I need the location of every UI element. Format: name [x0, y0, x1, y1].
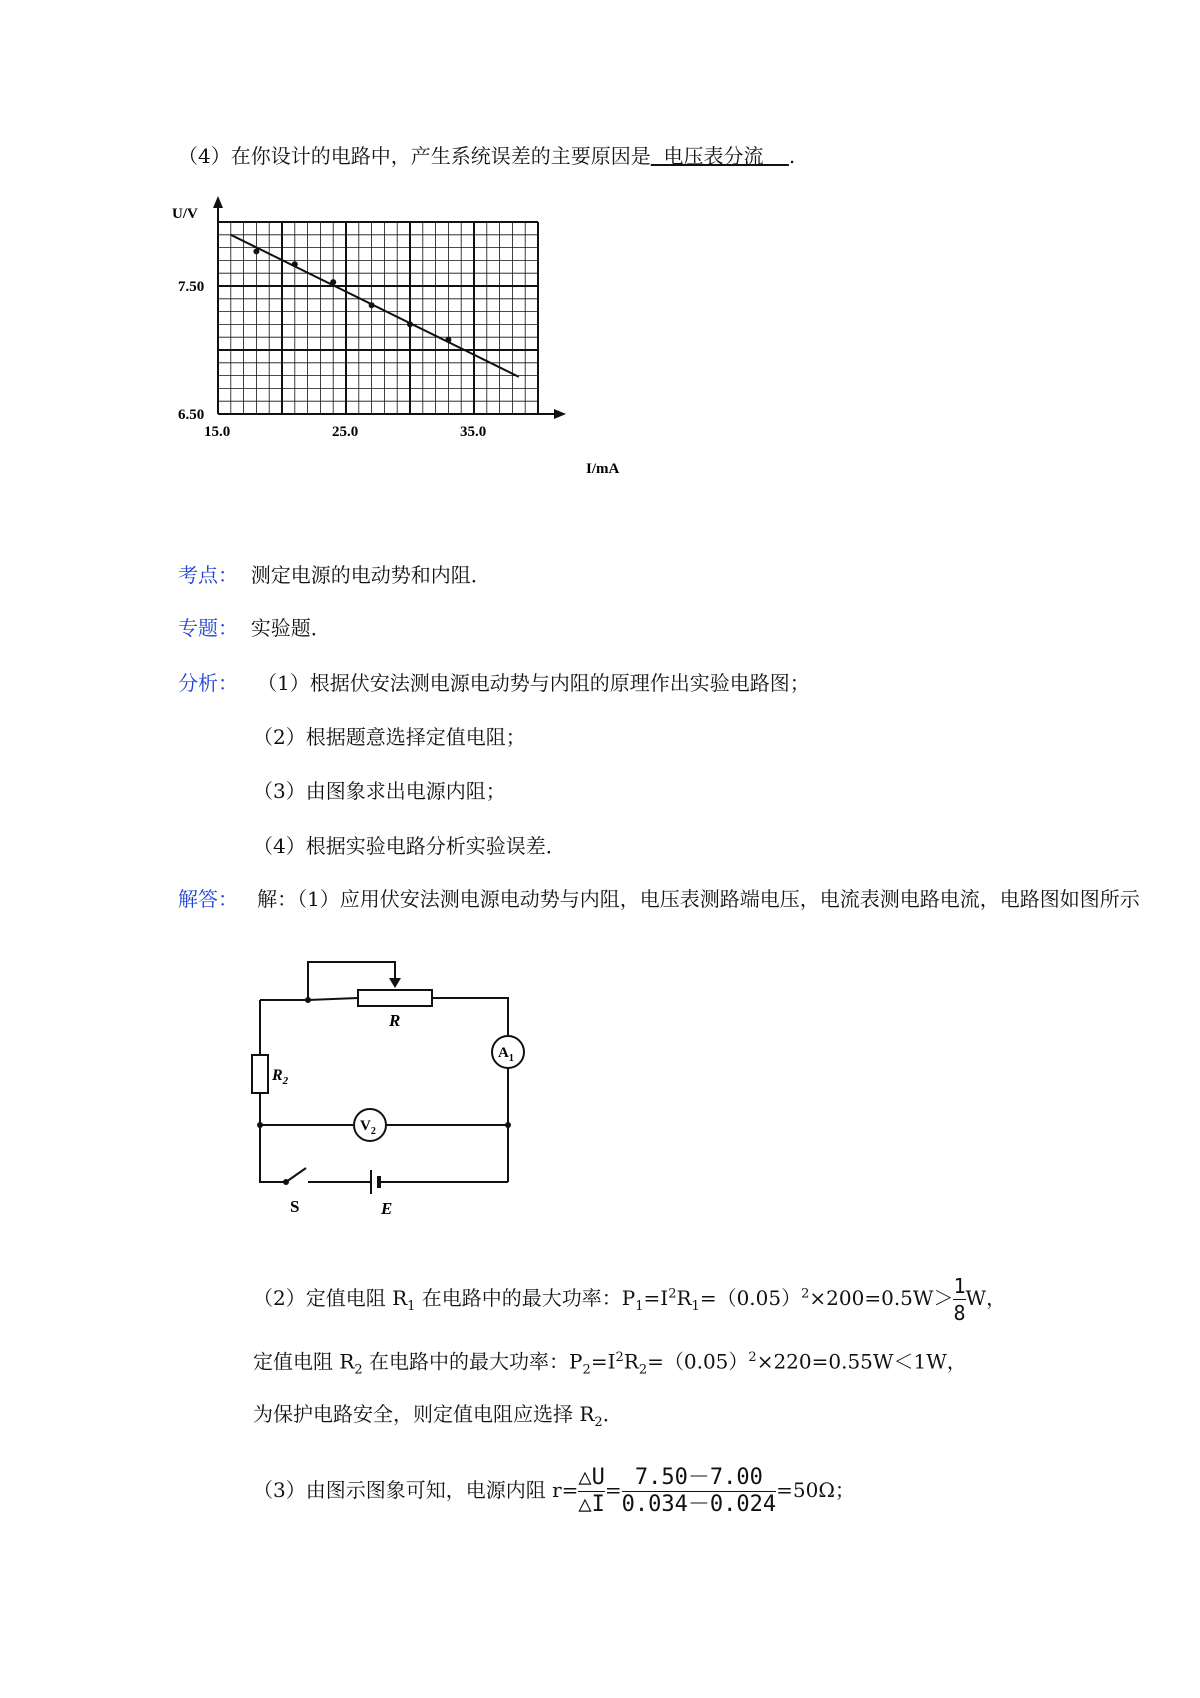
q4-end: . — [788, 144, 796, 168]
x-tick-label: 15.0 — [204, 424, 231, 440]
fraction-delta: $\frac{\triangle U}{\triangle I}$ — [578, 1465, 605, 1517]
data-point — [253, 248, 259, 254]
solution-p1: （2）定值电阻 $R_1$ 在电路中的最大功率：$P_1=I^2R_1=(0.05)^2\times 200=0.5W>$ $\frac{1}{8}$ W， — [253, 1274, 1007, 1325]
label-r2: $R_2$ — [272, 1067, 289, 1087]
solution-p4: （3）由图示图象可知，电源内阻 r= $\frac{\triangle U}{\triangle I}$ = $\frac{7.50-7.00}{0.034-0.024}$ =50Ω； — [253, 1465, 855, 1517]
graph-ticks — [178, 279, 486, 440]
y-tick-label: 6.50 — [178, 407, 205, 423]
data-point — [407, 321, 413, 327]
jieda-label: 解答： — [178, 887, 238, 911]
x-axis-label: I/mA — [586, 461, 620, 477]
kaodian-label: 考点： — [178, 563, 238, 587]
fenxi-line — [178, 669, 810, 697]
jieda-text: 解：（1）应用伏安法测电源电动势与内阻，电压表测路端电压，电流表测电路电流，电路图如图所示 — [257, 887, 1140, 911]
label-s: S — [290, 1197, 300, 1216]
kaodian-text: 测定电源的电动势和内阻． — [250, 563, 491, 587]
fraction-one-eighth: $\frac{1}{8}$ — [953, 1274, 966, 1325]
data-point — [330, 279, 336, 285]
q4-text: （4）在你设计的电路中，产生系统误差的主要原因是 — [178, 144, 651, 168]
fenxi-item: （2）根据题意选择定值电阻； — [253, 725, 526, 749]
q4-line — [178, 142, 795, 170]
x-tick-label: 35.0 — [460, 424, 487, 440]
x-tick-label: 25.0 — [332, 424, 359, 440]
y-axis-label: U/V — [172, 206, 198, 222]
solution-p3: 为保护电路安全，则定值电阻应选择 $R_2$． — [253, 1402, 623, 1430]
zhuanti-text: 实验题． — [250, 616, 331, 640]
label-e: E — [381, 1199, 393, 1218]
data-point — [292, 261, 298, 267]
switch-s — [286, 1168, 306, 1182]
solution-p2: 定值电阻 $R_2$ 在电路中的最大功率：$P_2=I^2R_2=(0.05)^2\times 220=0.55W<1W$， — [253, 1349, 967, 1378]
rheostat-r — [358, 990, 432, 1006]
fenxi-label: 分析： — [178, 671, 238, 695]
fenxi-item: （1）根据伏安法测电源电动势与内阻的原理作出实验电路图； — [257, 671, 810, 695]
fenxi-item: （4）根据实验电路分析实验误差． — [253, 834, 566, 858]
y-axis-arrow — [213, 196, 223, 208]
fenxi-item: （3）由图象求出电源内阻； — [253, 779, 506, 803]
graph-grid — [218, 222, 538, 414]
jieda-line — [178, 885, 1140, 913]
zhuanti-label: 专题： — [178, 616, 238, 640]
fit-line — [231, 235, 519, 377]
data-point — [369, 302, 375, 308]
kaodian-line — [178, 561, 491, 589]
graph-marks — [231, 235, 519, 377]
label-r: R — [389, 1011, 401, 1030]
graph-axes — [213, 196, 566, 419]
ui-graph — [160, 192, 640, 482]
label-a1: $A_1$ — [498, 1045, 514, 1064]
zhuanti-line — [178, 614, 331, 642]
data-point — [445, 337, 451, 343]
label-v2: $V_2$ — [360, 1118, 376, 1137]
y-tick-label: 7.50 — [178, 279, 205, 295]
x-axis-arrow — [554, 409, 566, 419]
resistor-r2 — [252, 1055, 268, 1093]
fraction-values: $\frac{7.50-7.00}{0.034-0.024}$ — [621, 1465, 777, 1517]
q4-answer: 电压表分流 — [663, 144, 764, 168]
circuit-diagram — [248, 950, 538, 1230]
